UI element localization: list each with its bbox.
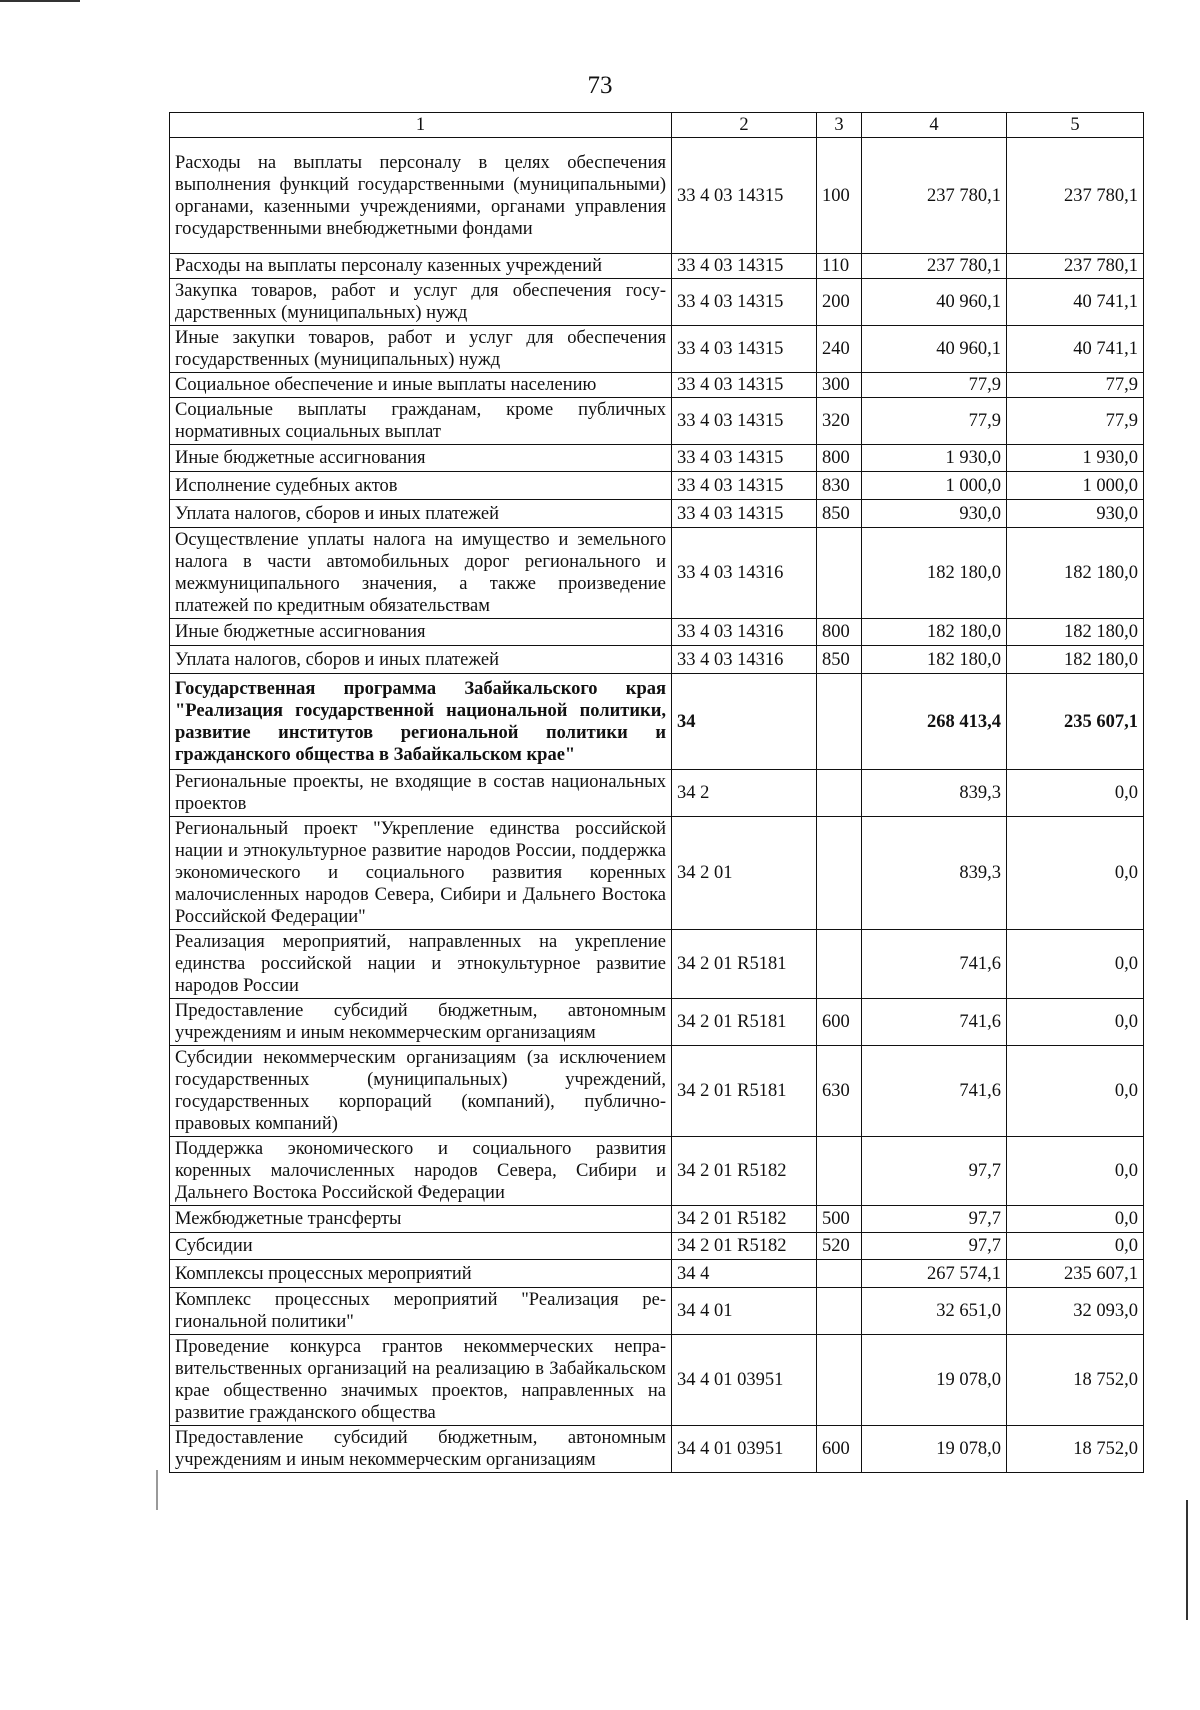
row-expense-type-cell [817,930,862,999]
scan-edge-mark-top [0,0,80,2]
row-expense-type-cell [817,1288,862,1335]
row-name-cell: Предоставление субсидий бюджетным, автономным учреждениям и иным некоммерческим организациям [170,999,672,1046]
row-code-cell: 33 4 03 14315 [672,373,817,398]
row-code-cell: 34 4 01 03951 [672,1426,817,1473]
row-amount-year1-cell: 182 180,0 [862,528,1007,619]
row-expense-type-cell: 100 [817,138,862,254]
row-amount-year1-cell: 237 780,1 [862,254,1007,279]
row-amount-year2-cell: 0,0 [1007,1206,1144,1233]
row-amount-year1-cell: 268 413,4 [862,674,1007,770]
row-amount-year1-cell: 182 180,0 [862,646,1007,674]
row-amount-year2-cell: 0,0 [1007,817,1144,930]
row-name-cell: Социальные выплаты гражданам, кроме публичных нормативных социальных выплат [170,398,672,445]
table-row [170,398,1144,445]
table-row [170,770,1144,817]
table-row [170,528,1144,619]
table-row [170,1335,1144,1426]
row-code-cell: 33 4 03 14315 [672,138,817,254]
column-header: 3 [817,113,862,138]
table-row [170,999,1144,1046]
header-row [170,113,1144,138]
row-amount-year1-cell: 77,9 [862,373,1007,398]
row-amount-year2-cell: 237 780,1 [1007,138,1144,254]
row-code-cell: 34 2 01 R5181 [672,1046,817,1137]
row-amount-year2-cell: 182 180,0 [1007,619,1144,646]
row-code-cell: 34 2 [672,770,817,817]
row-expense-type-cell: 630 [817,1046,862,1137]
table-row [170,445,1144,472]
row-name-cell: Исполнение судебных актов [170,472,672,500]
row-expense-type-cell [817,674,862,770]
table-row [170,326,1144,373]
row-expense-type-cell [817,1335,862,1426]
row-amount-year1-cell: 237 780,1 [862,138,1007,254]
row-expense-type-cell [817,817,862,930]
row-code-cell: 33 4 03 14316 [672,619,817,646]
row-amount-year2-cell: 32 093,0 [1007,1288,1144,1335]
scan-edge-mark-left [156,1470,158,1510]
row-code-cell: 33 4 03 14316 [672,646,817,674]
row-code-cell: 33 4 03 14315 [672,326,817,373]
row-name-cell: Реализация мероприятий, направленных на укрепление единства российской нации и этнокультурное развитие народов России [170,930,672,999]
table-row [170,279,1144,326]
row-amount-year1-cell: 839,3 [862,817,1007,930]
row-expense-type-cell: 320 [817,398,862,445]
row-expense-type-cell: 850 [817,646,862,674]
table-row [170,1426,1144,1473]
row-code-cell: 34 2 01 R5182 [672,1233,817,1260]
page-number: 73 [587,72,613,99]
row-amount-year2-cell: 235 607,1 [1007,674,1144,770]
row-amount-year2-cell: 1 000,0 [1007,472,1144,500]
table-row [170,500,1144,528]
row-amount-year2-cell: 0,0 [1007,1137,1144,1206]
row-amount-year2-cell: 237 780,1 [1007,254,1144,279]
column-header: 1 [170,113,672,138]
row-code-cell: 33 4 03 14315 [672,279,817,326]
row-amount-year1-cell: 741,6 [862,930,1007,999]
column-header: 2 [672,113,817,138]
row-expense-type-cell: 850 [817,500,862,528]
row-name-cell: Проведение конкурса грантов некоммерческих неправительственных организаций на реализацию в Забайкальском крае общественно значимых проектов, направленных на развитие гражданского общества [170,1335,672,1426]
row-amount-year1-cell: 1 930,0 [862,445,1007,472]
row-code-cell: 34 2 01 R5181 [672,930,817,999]
row-expense-type-cell [817,1137,862,1206]
row-name-cell: Субсидии [170,1233,672,1260]
row-expense-type-cell: 600 [817,1426,862,1473]
row-amount-year1-cell: 19 078,0 [862,1426,1007,1473]
row-expense-type-cell [817,528,862,619]
row-amount-year2-cell: 18 752,0 [1007,1335,1144,1426]
table-row [170,254,1144,279]
row-expense-type-cell: 830 [817,472,862,500]
row-name-cell: Расходы на выплаты персоналу в целях обеспечения выполнения функций государственными (муниципальными) органами, казенными учреждениями, органами управления государственными внебюджетными фондами [170,138,672,254]
row-amount-year1-cell: 40 960,1 [862,279,1007,326]
budget-table [169,112,1144,1473]
row-amount-year2-cell: 77,9 [1007,373,1144,398]
row-amount-year2-cell: 182 180,0 [1007,528,1144,619]
row-amount-year1-cell: 97,7 [862,1137,1007,1206]
row-name-cell: Региональные проекты, не входящие в состав национальных проектов [170,770,672,817]
row-code-cell: 34 4 [672,1260,817,1288]
table-row [170,619,1144,646]
row-expense-type-cell: 300 [817,373,862,398]
row-name-cell: Поддержка экономического и социального развития коренных малочисленных народов Севера, Сибири и Дальнего Востока Российской Федерации [170,1137,672,1206]
row-name-cell: Иные бюджетные ассигнования [170,619,672,646]
row-code-cell: 34 2 01 [672,817,817,930]
scan-edge-mark-right [1186,1500,1188,1620]
row-code-cell: 33 4 03 14315 [672,254,817,279]
row-amount-year2-cell: 40 741,1 [1007,326,1144,373]
row-name-cell: Закупка товаров, работ и услуг для обеспечения государственных (муниципальных) нужд [170,279,672,326]
row-code-cell: 33 4 03 14315 [672,472,817,500]
row-amount-year2-cell: 182 180,0 [1007,646,1144,674]
row-code-cell: 33 4 03 14316 [672,528,817,619]
row-expense-type-cell [817,770,862,817]
row-amount-year2-cell: 0,0 [1007,770,1144,817]
table-row [170,472,1144,500]
table-row [170,373,1144,398]
row-code-cell: 34 2 01 R5181 [672,999,817,1046]
row-name-cell: Межбюджетные трансферты [170,1206,672,1233]
table-row [170,817,1144,930]
row-amount-year2-cell: 1 930,0 [1007,445,1144,472]
table-row [170,1206,1144,1233]
row-amount-year1-cell: 930,0 [862,500,1007,528]
row-name-cell: Иные бюджетные ассигнования [170,445,672,472]
table-row [170,674,1144,770]
table-row [170,1233,1144,1260]
table-row [170,1260,1144,1288]
row-name-cell: Социальное обеспечение и иные выплаты населению [170,373,672,398]
row-expense-type-cell: 110 [817,254,862,279]
row-amount-year2-cell: 0,0 [1007,1046,1144,1137]
row-code-cell: 34 2 01 R5182 [672,1206,817,1233]
row-expense-type-cell: 500 [817,1206,862,1233]
row-amount-year2-cell: 0,0 [1007,930,1144,999]
row-amount-year1-cell: 839,3 [862,770,1007,817]
row-amount-year1-cell: 19 078,0 [862,1335,1007,1426]
row-amount-year1-cell: 182 180,0 [862,619,1007,646]
column-header: 5 [1007,113,1144,138]
row-name-cell: Уплата налогов, сборов и иных платежей [170,500,672,528]
row-amount-year1-cell: 97,7 [862,1206,1007,1233]
row-expense-type-cell: 200 [817,279,862,326]
table-row [170,1137,1144,1206]
row-amount-year2-cell: 0,0 [1007,999,1144,1046]
row-expense-type-cell [817,1260,862,1288]
row-expense-type-cell: 800 [817,619,862,646]
row-expense-type-cell: 240 [817,326,862,373]
row-amount-year1-cell: 267 574,1 [862,1260,1007,1288]
row-name-cell: Комплексы процессных мероприятий [170,1260,672,1288]
row-expense-type-cell: 800 [817,445,862,472]
row-code-cell: 33 4 03 14315 [672,398,817,445]
row-amount-year1-cell: 77,9 [862,398,1007,445]
table-body [170,138,1144,1473]
row-amount-year2-cell: 235 607,1 [1007,1260,1144,1288]
row-code-cell: 34 2 01 R5182 [672,1137,817,1206]
row-code-cell: 33 4 03 14315 [672,500,817,528]
row-amount-year1-cell: 97,7 [862,1233,1007,1260]
row-name-cell: Иные закупки товаров, работ и услуг для обеспечения государственных (муниципальных) нужд [170,326,672,373]
table-row [170,1288,1144,1335]
row-code-cell: 33 4 03 14315 [672,445,817,472]
row-amount-year2-cell: 18 752,0 [1007,1426,1144,1473]
row-amount-year2-cell: 0,0 [1007,1233,1144,1260]
row-amount-year2-cell: 930,0 [1007,500,1144,528]
column-header: 4 [862,113,1007,138]
row-expense-type-cell: 600 [817,999,862,1046]
table-row [170,138,1144,254]
row-amount-year1-cell: 741,6 [862,1046,1007,1137]
row-code-cell: 34 4 01 [672,1288,817,1335]
row-name-cell: Субсидии некоммерческим организациям (за исключением государственных (муниципальных) учреждений, государственных корпораций (компаний), публично-правовых компаний) [170,1046,672,1137]
row-name-cell: Комплекс процессных мероприятий "Реализация региональной политики" [170,1288,672,1335]
row-code-cell: 34 [672,674,817,770]
row-name-cell: Предоставление субсидий бюджетным, автономным учреждениям и иным некоммерческим организациям [170,1426,672,1473]
row-name-cell: Региональный проект "Укрепление единства российской нации и этнокультурное развитие народов России, поддержка экономического и социального развития коренных малочисленных народов Севера, Сибири и Дальнего Востока Российской Федерации" [170,817,672,930]
table-row [170,930,1144,999]
row-amount-year2-cell: 40 741,1 [1007,279,1144,326]
table-row [170,1046,1144,1137]
row-amount-year1-cell: 40 960,1 [862,326,1007,373]
row-code-cell: 34 4 01 03951 [672,1335,817,1426]
row-name-cell: Государственная программа Забайкальского края "Реализация государственной национальной политики, развитие институтов региональной политики и гражданского общества в Забайкальском крае" [170,674,672,770]
row-expense-type-cell: 520 [817,1233,862,1260]
table-row [170,646,1144,674]
row-amount-year1-cell: 741,6 [862,999,1007,1046]
row-amount-year2-cell: 77,9 [1007,398,1144,445]
row-name-cell: Осуществление уплаты налога на имущество и земельного налога в части автомобильных дорог регионального и межмуниципального значения, а также произведение платежей по кредитным обязательствам [170,528,672,619]
row-amount-year1-cell: 32 651,0 [862,1288,1007,1335]
row-name-cell: Уплата налогов, сборов и иных платежей [170,646,672,674]
row-amount-year1-cell: 1 000,0 [862,472,1007,500]
row-name-cell: Расходы на выплаты персоналу казенных учреждений [170,254,672,279]
